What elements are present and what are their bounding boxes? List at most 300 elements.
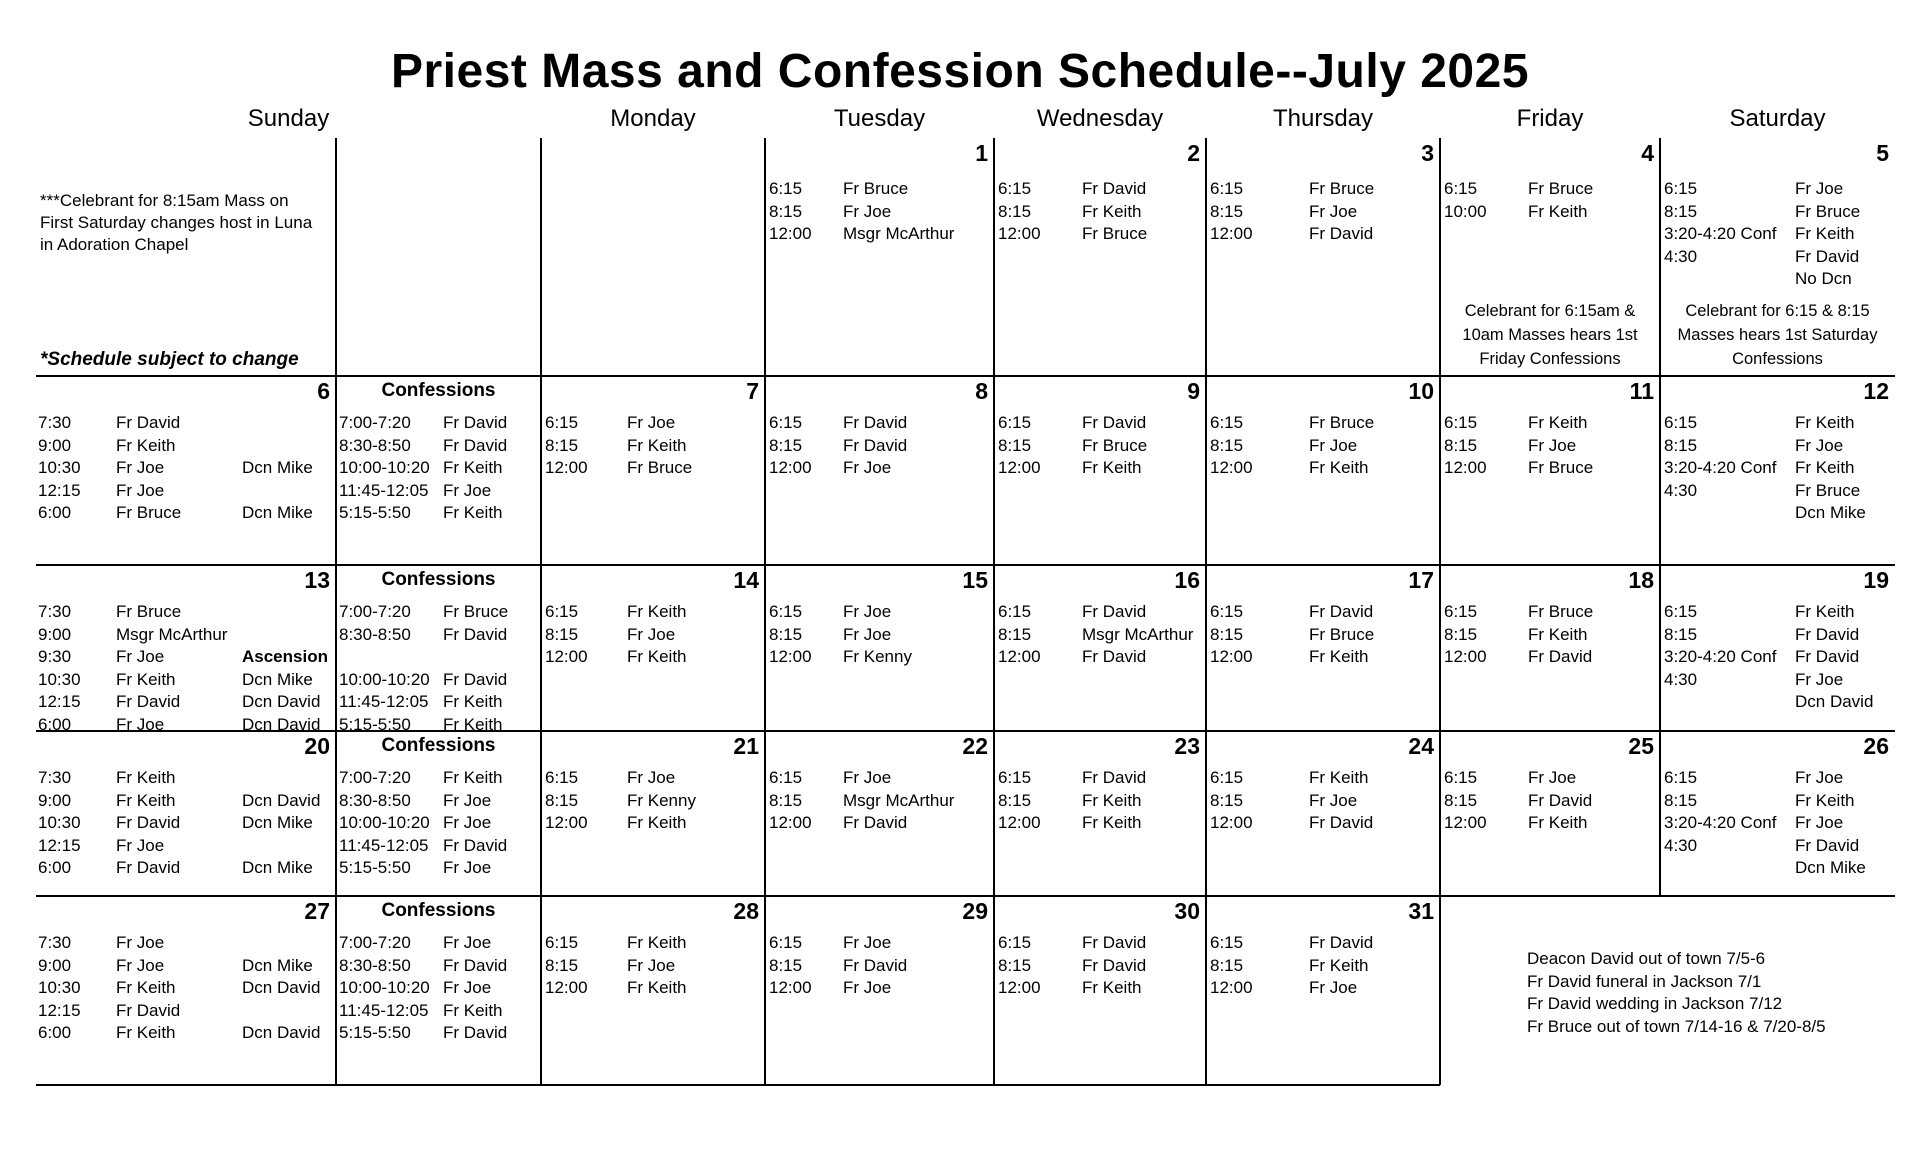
celebrant: Fr Bruce (1528, 179, 1594, 198)
confessor: Fr David (443, 435, 508, 455)
celebrant: Fr Keith (116, 435, 176, 455)
mass-row (1206, 601, 1440, 623)
mass-time: 12:00 (998, 224, 1041, 243)
celebrant: Fr Bruce (1795, 201, 1861, 221)
mass-row (541, 932, 765, 954)
mass-row (765, 812, 994, 834)
page-title: Priest Mass and Confession Schedule--July 2025 (390, 45, 1530, 98)
mass-row (1440, 767, 1660, 789)
confessor: Fr Keith (443, 458, 503, 477)
mass-time: 6:00 (38, 858, 72, 877)
mass-time: 12:15 (38, 835, 81, 855)
mass-time: 6:15 (545, 602, 579, 621)
confession-time: 11:45-12:05 (339, 835, 429, 855)
confession-row (336, 669, 541, 691)
celebrant: Fr Joe (1309, 201, 1358, 221)
mass-time: 12:00 (545, 813, 588, 832)
day-header-friday: Friday (1516, 105, 1584, 132)
celebrant: Fr Joe (1309, 435, 1358, 455)
day-header-sunday: Sunday (247, 105, 330, 132)
date-number: 11 (1629, 378, 1654, 404)
note-first-saturday-luna: ***Celebrant for 8:15am Mass on First Saturday changes host in Luna in Adoration Chapel (40, 191, 313, 254)
mass-time: 8:15 (998, 790, 1032, 810)
mass-time: 8:15 (769, 624, 803, 644)
day-cell (1440, 731, 1660, 896)
confession-time: 10:00-10:20 (339, 978, 430, 997)
celebrant: Fr Keith (116, 978, 176, 997)
date-number: 23 (1174, 733, 1200, 759)
confession-time: 5:15-5:50 (339, 714, 411, 734)
mass-time: 6:15 (998, 602, 1032, 621)
celebrant: Fr David (1082, 955, 1147, 975)
mass-time: 12:00 (1210, 224, 1253, 243)
celebrant: Fr Joe (843, 768, 892, 787)
celebrant: Fr Joe (1795, 768, 1844, 787)
confessions-heading: Confessions (381, 735, 496, 756)
date-number: 29 (962, 898, 988, 924)
note-first-saturday-confessions: Celebrant for 6:15 & 8:15 Masses hears 1st Saturday Confessions (1677, 302, 1878, 368)
mass-row (36, 812, 336, 834)
mass-time: 6:15 (1664, 768, 1698, 787)
celebrant: Fr David (116, 858, 181, 877)
celebrant: Fr Bruce (1795, 480, 1861, 500)
deacon: Dcn David (242, 1023, 321, 1042)
mass-time: 8:15 (998, 201, 1032, 221)
celebrant: Fr David (1082, 413, 1147, 432)
mass-time: 8:15 (769, 435, 803, 455)
confession-time: 5:15-5:50 (339, 1023, 411, 1042)
confession-row (336, 790, 541, 812)
celebrant: Fr Keith (1309, 458, 1369, 477)
note-out-of-town: Deacon David out of town 7/5-6 Fr David funeral in Jackson 7/1 Fr David wedding in Jackson 7/12 Fr Bruce out of town 7/14-16 & 7/20-8/5 (1527, 949, 1826, 1036)
confession-row (336, 857, 541, 879)
mass-row (36, 624, 336, 646)
mass-row (994, 601, 1206, 623)
mass-row (1660, 646, 1895, 668)
mass-row (994, 812, 1206, 834)
confession-time: 11:45-12:05 (339, 480, 429, 500)
celebrant: Dcn David (1795, 692, 1874, 711)
mass-row (994, 955, 1206, 977)
mass-time: 6:15 (1664, 602, 1698, 621)
confessor: Fr Joe (443, 858, 492, 877)
date-number: 16 (1174, 567, 1200, 593)
deacon: Dcn David (242, 692, 321, 711)
mass-time: 10:30 (38, 669, 81, 689)
mass-row (36, 669, 336, 691)
mass-row (1206, 955, 1440, 977)
confession-row (336, 955, 541, 977)
sunday-cell (36, 376, 336, 565)
mass-time: 7:30 (38, 768, 72, 787)
confessions-heading: Confessions (381, 569, 496, 590)
mass-row (765, 201, 994, 223)
celebrant: Fr Keith (1309, 955, 1369, 975)
mass-time: 6:15 (1210, 933, 1244, 952)
celebrant: Fr Keith (1082, 978, 1142, 997)
mass-row (765, 601, 994, 623)
mass-row (36, 412, 336, 434)
mass-time: 12:00 (769, 224, 812, 243)
mass-row (541, 646, 765, 668)
confession-row (336, 435, 541, 457)
mass-time: 3:20-4:20 Conf (1664, 647, 1777, 666)
celebrant: Fr Keith (627, 435, 687, 455)
celebrant: Fr Joe (1309, 978, 1358, 997)
date-number: 25 (1628, 733, 1654, 759)
mass-time: 8:15 (545, 790, 579, 810)
celebrant: Fr Keith (116, 1023, 176, 1042)
deacon: Dcn Mike (242, 503, 313, 522)
mass-time: 6:15 (545, 768, 579, 787)
mass-row (36, 1022, 336, 1044)
confession-time: 7:00-7:20 (339, 413, 411, 432)
confession-time: 5:15-5:50 (339, 503, 411, 522)
mass-row (1206, 201, 1440, 223)
mass-row (36, 767, 336, 789)
day-header-tuesday: Tuesday (833, 105, 926, 132)
confession-time: 11:45-12:05 (339, 692, 429, 711)
confessor: Fr Keith (443, 692, 503, 711)
mass-row (1660, 601, 1895, 623)
celebrant: Fr David (843, 435, 908, 455)
note-first-friday-confessions: Celebrant for 6:15am & 10am Masses hears 1st Friday Confessions (1462, 302, 1638, 368)
mass-row (994, 201, 1206, 223)
celebrant: Fr Joe (116, 458, 165, 477)
mass-row (1660, 178, 1895, 200)
celebrant: Fr Bruce (843, 179, 909, 198)
day-cell (541, 376, 765, 565)
mass-time: 6:15 (1210, 413, 1244, 432)
celebrant: Fr Keith (627, 813, 687, 832)
mass-time: 8:15 (1210, 624, 1244, 644)
mass-time: 6:15 (1210, 768, 1244, 787)
celebrant: Fr Keith (1528, 201, 1588, 221)
day-cell (1206, 138, 1440, 376)
mass-row (1206, 624, 1440, 646)
mass-time: 9:30 (38, 647, 72, 666)
mass-time: 12:00 (769, 458, 812, 477)
confessor: Fr David (443, 669, 508, 689)
celebrant: Fr Keith (1082, 201, 1142, 221)
confession-row (336, 1000, 541, 1022)
confessor: Fr Keith (443, 714, 503, 734)
mass-time: 8:15 (1664, 624, 1698, 644)
celebrant: Fr Keith (1082, 813, 1142, 832)
mass-time: 6:15 (998, 768, 1032, 787)
mass-row (1660, 412, 1895, 434)
celebrant: Fr David (843, 413, 908, 432)
mass-row (1660, 457, 1895, 479)
mass-row (36, 857, 336, 879)
deacon: Dcn Mike (242, 669, 313, 689)
celebrant: Fr Joe (1795, 813, 1844, 832)
mass-row (1206, 457, 1440, 479)
mass-row (541, 412, 765, 434)
mass-time: 8:15 (769, 955, 803, 975)
date-number: 28 (733, 898, 759, 924)
celebrant: Fr Joe (116, 480, 165, 500)
mass-time: 3:20-4:20 Conf (1664, 458, 1777, 477)
day-header-thursday: Thursday (1272, 105, 1374, 132)
confessor: Fr Joe (443, 813, 492, 832)
day-cell (994, 731, 1206, 896)
mass-row (1206, 932, 1440, 954)
mass-time: 12:00 (545, 647, 588, 666)
mass-row (994, 790, 1206, 812)
day-cell (1206, 731, 1440, 896)
celebrant: Fr Keith (116, 768, 176, 787)
mass-time: 9:00 (38, 790, 72, 810)
celebrant: Fr Joe (1795, 179, 1844, 198)
celebrant: Fr Joe (843, 624, 892, 644)
confession-time: 10:00-10:20 (339, 669, 430, 689)
date-number: 9 (1187, 378, 1200, 404)
day-cell (1660, 376, 1895, 565)
mass-time: 6:00 (38, 503, 72, 522)
deacon: Dcn David (242, 978, 321, 997)
mass-row (994, 223, 1206, 245)
mass-time: 12:00 (545, 458, 588, 477)
date-number: 15 (962, 567, 988, 593)
celebrant: Fr Joe (116, 835, 165, 855)
celebrant: Fr David (116, 813, 181, 832)
mass-time: 8:15 (998, 624, 1032, 644)
mass-row (765, 624, 994, 646)
mass-time: 10:30 (38, 813, 81, 832)
celebrant: Fr David (1082, 768, 1147, 787)
mass-time: 12:00 (769, 647, 812, 666)
celebrant: Fr David (1082, 602, 1147, 621)
celebrant: Fr Keith (1795, 790, 1855, 810)
mass-row (541, 435, 765, 457)
celebrant: Fr Kenny (843, 647, 912, 666)
celebrant: Fr Bruce (1528, 602, 1594, 621)
mass-time: 10:00 (1444, 201, 1487, 221)
confessions-cell (336, 376, 541, 565)
confessor: Fr David (443, 955, 508, 975)
celebrant: Fr Joe (116, 933, 165, 952)
day-cell (1206, 376, 1440, 565)
mass-row (36, 691, 336, 713)
celebrant: Fr Keith (1309, 647, 1369, 666)
mass-row (765, 955, 994, 977)
day-cell (765, 731, 994, 896)
deacon: Dcn David (242, 714, 321, 734)
date-number: 18 (1628, 567, 1654, 593)
confessor: Fr Joe (443, 790, 492, 810)
confessor: Fr Joe (443, 480, 492, 500)
mass-row (1440, 178, 1660, 200)
celebrant: Fr David (116, 692, 181, 711)
mass-time: 12:00 (1210, 458, 1253, 477)
confessions-cell (336, 565, 541, 734)
day-cell (1660, 565, 1895, 731)
mass-time: 12:00 (998, 978, 1041, 997)
confession-time: 10:00-10:20 (339, 813, 430, 832)
celebrant: Fr Keith (1795, 224, 1855, 243)
mass-time: 8:15 (545, 624, 579, 644)
mass-time: 6:15 (1444, 413, 1478, 432)
day-cell (994, 565, 1206, 731)
confession-time: 8:30-8:50 (339, 435, 411, 455)
celebrant: Fr Joe (843, 933, 892, 952)
celebrant: Fr Bruce (627, 458, 693, 477)
celebrant: Fr Joe (116, 647, 165, 666)
date-number: 1 (975, 140, 988, 166)
celebrant: Fr Joe (843, 458, 892, 477)
celebrant: Msgr McArthur (843, 790, 955, 810)
celebrant: Fr Joe (843, 201, 892, 221)
celebrant: Fr David (1309, 602, 1374, 621)
mass-row (1206, 977, 1440, 999)
mass-time: 8:15 (1444, 790, 1478, 810)
mass-time: 8:15 (769, 201, 803, 221)
date-number: 14 (733, 567, 759, 593)
mass-row (765, 646, 994, 668)
mass-time: 10:30 (38, 978, 81, 997)
mass-time: 12:00 (1444, 647, 1487, 666)
mass-time: 12:15 (38, 692, 81, 711)
date-number: 20 (304, 733, 330, 759)
mass-time: 9:00 (38, 955, 72, 975)
celebrant: Fr Joe (627, 624, 676, 644)
mass-time: 8:15 (1444, 624, 1478, 644)
confession-time: 11:45-12:05 (339, 1000, 429, 1020)
mass-time: 6:15 (1210, 179, 1244, 198)
mass-time: 7:30 (38, 933, 72, 952)
celebrant: Fr Bruce (1082, 435, 1148, 455)
celebrant: Fr Keith (116, 790, 176, 810)
mass-time: 8:15 (1210, 955, 1244, 975)
mass-row (36, 790, 336, 812)
date-number: 8 (975, 378, 988, 404)
day-cell (1440, 376, 1660, 565)
mass-time: 6:15 (769, 602, 803, 621)
mass-row (1660, 246, 1895, 268)
mass-row (36, 977, 336, 999)
confessions-heading: Confessions (381, 380, 496, 401)
mass-time: 6:15 (1210, 602, 1244, 621)
mass-row (765, 435, 994, 457)
mass-time: 3:20-4:20 Conf (1664, 224, 1777, 243)
celebrant: Fr Keith (1528, 624, 1588, 644)
celebrant: Fr Bruce (1309, 179, 1375, 198)
mass-row (1660, 857, 1895, 879)
celebrant: Fr David (843, 955, 908, 975)
mass-row (1206, 812, 1440, 834)
mass-time: 7:30 (38, 413, 72, 432)
day-header-monday: Monday (610, 105, 696, 132)
mass-time: 6:15 (998, 933, 1032, 952)
confession-row (336, 932, 541, 954)
mass-row (36, 435, 336, 457)
mass-row (36, 1000, 336, 1022)
celebrant: Fr Keith (627, 647, 687, 666)
celebrant: Fr Joe (1528, 435, 1577, 455)
day-cell (1206, 896, 1440, 1085)
celebrant: Fr David (1528, 790, 1593, 810)
mass-row (36, 502, 336, 524)
celebrant: Fr Joe (1795, 669, 1844, 689)
day-cell (765, 565, 994, 731)
mass-row (541, 955, 765, 977)
celebrant: Fr Kenny (627, 790, 696, 810)
mass-row (1440, 457, 1660, 479)
celebrant: Fr Keith (627, 933, 687, 952)
mass-row (994, 646, 1206, 668)
celebrant: Fr Bruce (1528, 458, 1594, 477)
mass-row (1440, 435, 1660, 457)
date-number: 2 (1187, 140, 1200, 166)
mass-row (1660, 835, 1895, 857)
confessions-cell (336, 896, 541, 1085)
celebrant: Fr Joe (843, 978, 892, 997)
mass-row (994, 624, 1206, 646)
date-number: 19 (1863, 567, 1889, 593)
mass-row (994, 457, 1206, 479)
confession-row (336, 412, 541, 434)
celebrant: Fr Joe (627, 768, 676, 787)
day-cell (1206, 565, 1440, 731)
mass-row (541, 601, 765, 623)
day-cell (1440, 565, 1660, 731)
mass-row (1440, 646, 1660, 668)
day-cell (994, 138, 1206, 376)
mass-row (541, 457, 765, 479)
day-header-wednesday: Wednesday (1036, 105, 1164, 132)
mass-time: 12:00 (545, 978, 588, 997)
mass-time: 6:15 (1664, 179, 1698, 198)
mass-time: 8:15 (998, 955, 1032, 975)
celebrant: Dcn Mike (1795, 503, 1866, 522)
mass-row (541, 767, 765, 789)
mass-row (765, 767, 994, 789)
day-cell (765, 138, 994, 376)
day-cell (1660, 731, 1895, 896)
mass-row (1440, 412, 1660, 434)
mass-row (994, 932, 1206, 954)
mass-time: 9:00 (38, 435, 72, 455)
mass-row (1206, 767, 1440, 789)
mass-row (994, 435, 1206, 457)
mass-row (765, 457, 994, 479)
date-number: 6 (317, 378, 330, 404)
mass-row (1440, 790, 1660, 812)
confession-row (336, 691, 541, 713)
day-cell (541, 731, 765, 896)
mass-time: 12:00 (769, 813, 812, 832)
confession-time: 8:30-8:50 (339, 624, 411, 644)
mass-row (994, 178, 1206, 200)
mass-row (765, 412, 994, 434)
mass-time: 12:00 (1210, 647, 1253, 666)
celebrant: Fr Keith (1795, 413, 1855, 432)
mass-time: 6:15 (769, 768, 803, 787)
celebrant: Fr Keith (1795, 602, 1855, 621)
mass-time: 6:15 (1444, 179, 1478, 198)
mass-row (541, 977, 765, 999)
confession-time: 7:00-7:20 (339, 933, 411, 952)
mass-row (541, 790, 765, 812)
confession-time: 7:00-7:20 (339, 768, 411, 787)
celebrant: Fr David (1795, 246, 1860, 266)
mass-time: 12:00 (998, 647, 1041, 666)
mass-row (1206, 790, 1440, 812)
mass-time: 8:15 (1664, 201, 1698, 221)
celebrant: Fr Joe (1795, 435, 1844, 455)
celebrant: Dcn Mike (1795, 858, 1866, 877)
